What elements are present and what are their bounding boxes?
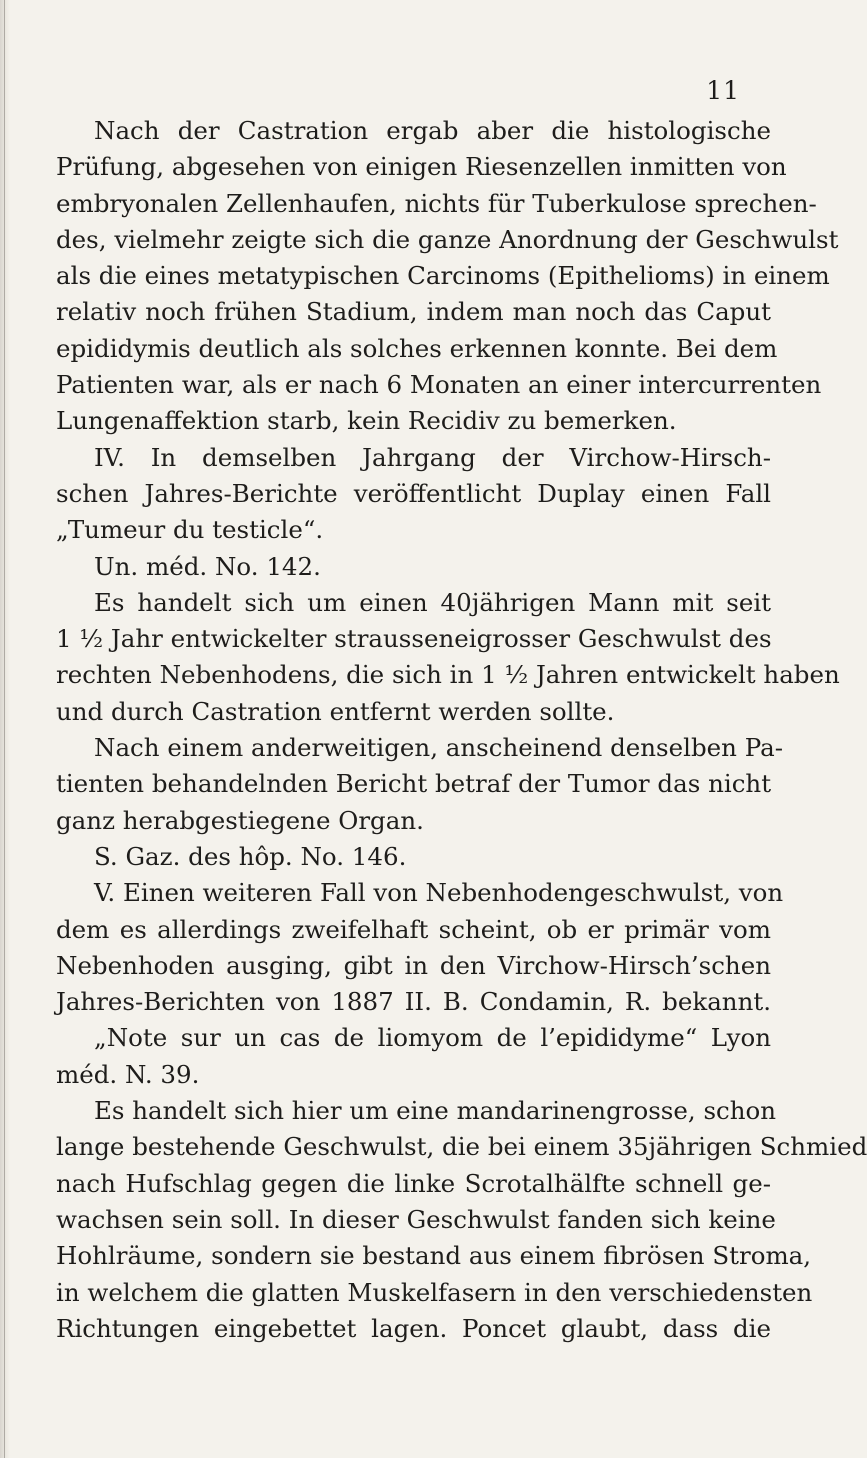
text-line: Prüfung, abgesehen von einigen Riesenzellen inmitten von xyxy=(56,152,787,182)
text-line: Es handelt sich hier um eine mandarinengrosse, schon xyxy=(94,1096,777,1126)
text-line: Lungenaffektion starb, kein Recidiv zu bemerken. xyxy=(56,406,677,436)
text-line: „Tumeur du testicle“. xyxy=(56,515,324,545)
text-line: und durch Castration entfernt werden sollte. xyxy=(56,696,615,726)
text-line: dem es allerdings zweifelhaft scheint, ob er primär vom xyxy=(56,914,771,944)
page-number: 11 xyxy=(706,76,740,105)
text-line: Nach der Castration ergab aber die histologische xyxy=(94,116,771,145)
text-line: Richtungen eingebettet lagen. Poncet glaubt, dass die xyxy=(56,1313,771,1343)
text-line: embryonalen Zellenhaufen, nichts für Tuberkulose sprechen- xyxy=(56,188,817,218)
text-line: epididymis deutlich als solches erkennen konnte. Bei dem xyxy=(56,333,778,363)
text-line: ganz herabgestiegene Organ. xyxy=(56,805,424,835)
text-line: des, vielmehr zeigte sich die ganze Anordnung der Geschwulst xyxy=(56,224,839,254)
body-text xyxy=(56,113,867,1347)
text-line: tienten behandelnden Bericht betraf der Tumor das nicht xyxy=(56,769,772,799)
text-line: V. Einen weiteren Fall von Nebenhodengeschwulst, von xyxy=(94,878,784,908)
text-line: Nebenhoden ausging, gibt in den Virchow-Hirsch’schen xyxy=(56,950,771,980)
text-line: nach Hufschlag gegen die linke Scrotalhälfte schnell ge- xyxy=(56,1168,771,1198)
text-line: IV. In demselben Jahrgang der Virchow-Hirsch- xyxy=(94,442,771,472)
text-line: 1 ½ Jahr entwickelter strausseneigrosser Geschwulst des xyxy=(56,624,772,654)
text-line: relativ noch frühen Stadium, indem man noch das Caput xyxy=(56,297,771,327)
text-line: in welchem die glatten Muskelfasern in den verschiedensten xyxy=(56,1277,813,1307)
text-line: méd. N. 39. xyxy=(56,1059,200,1089)
page-gutter-shadow xyxy=(0,0,10,1458)
text-line: Hohlräume, sondern sie bestand aus einem fibrösen Stroma, xyxy=(56,1241,812,1271)
text-line: Un. méd. No. 142. xyxy=(94,551,321,581)
text-line: wachsen sein soll. In dieser Geschwulst fanden sich keine xyxy=(56,1204,776,1234)
text-line: Nach einem anderweitigen, anscheinend denselben Pa- xyxy=(94,733,783,763)
text-line: Es handelt sich um einen 40jährigen Mann mit seit xyxy=(94,587,771,617)
binding-edge-line xyxy=(4,0,5,1458)
text-line: S. Gaz. des hôp. No. 146. xyxy=(94,841,407,871)
text-line: rechten Nebenhodens, die sich in 1 ½ Jahren entwickelt haben xyxy=(56,660,840,690)
text-line: schen Jahres-Berichte veröffentlicht Duplay einen Fall xyxy=(56,478,771,508)
text-line: als die eines metatypischen Carcinoms (Epithelioms) in einem xyxy=(56,261,830,291)
text-line: „Note sur un cas de liomyom de l’epididyme“ Lyon xyxy=(94,1023,771,1053)
text-line: Jahres-Berichten von 1887 II. B. Condamin, R. bekannt. xyxy=(56,987,771,1017)
text-line: Patienten war, als er nach 6 Monaten an einer intercurrenten xyxy=(56,370,822,400)
text-line: lange bestehende Geschwulst, die bei einem 35jährigen Schmied xyxy=(56,1132,867,1162)
